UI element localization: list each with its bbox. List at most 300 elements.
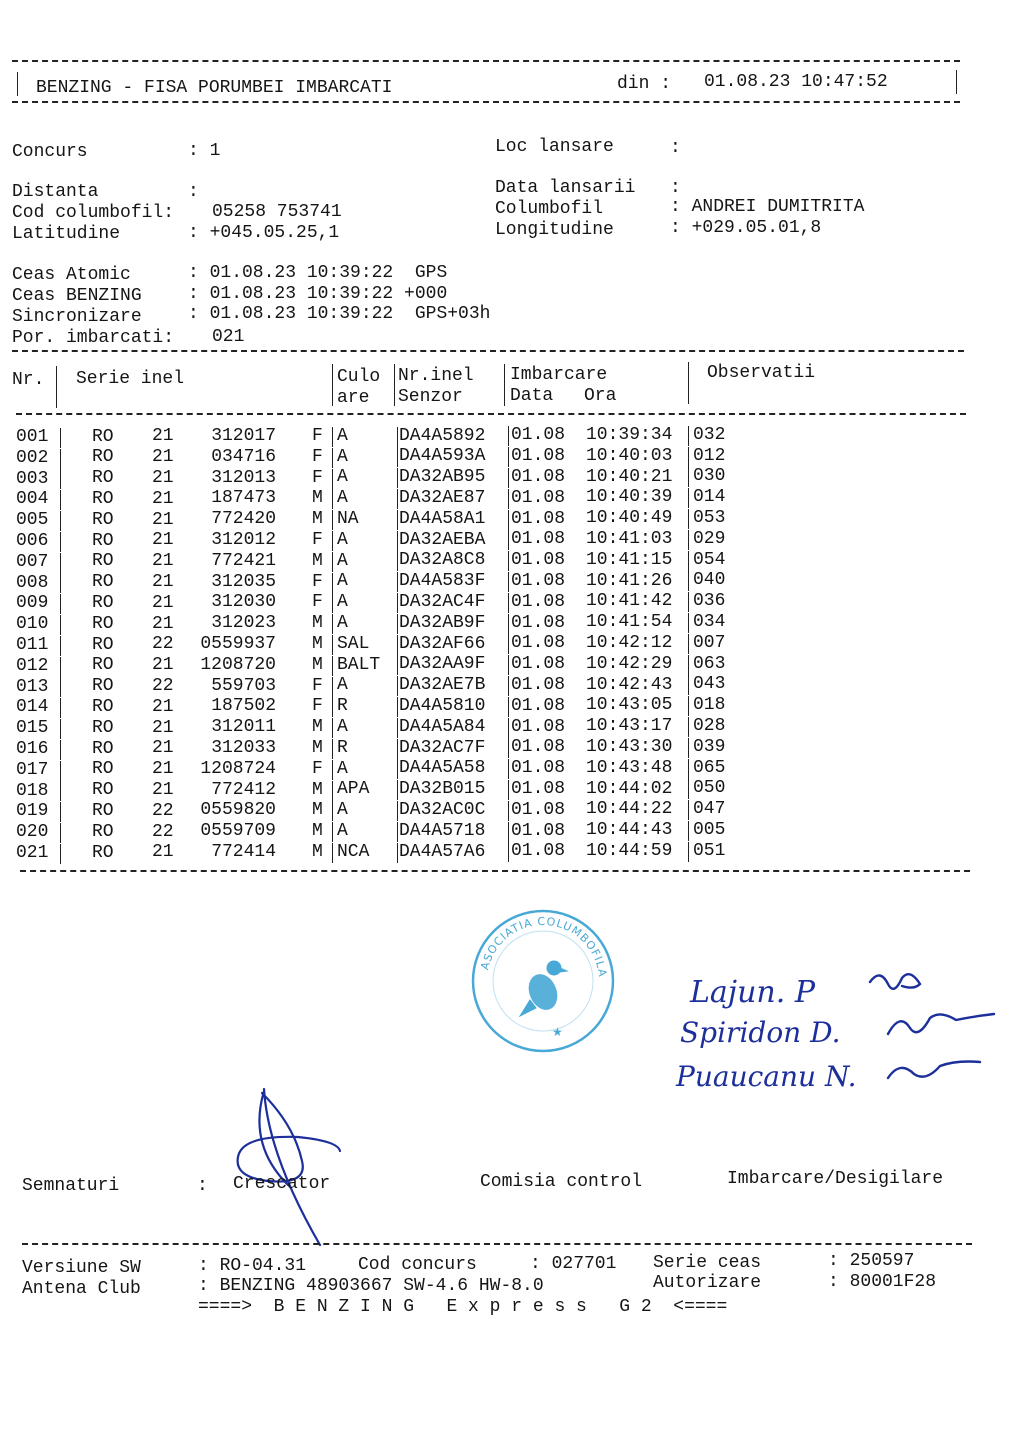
row-divider [508,447,509,467]
crescator-label: Crescator [233,1174,331,1194]
antena-club-value: : BENZING 48903667 SW-4.6 HW-8.0 [198,1276,544,1296]
row-ring: 772421 [211,550,276,571]
row-ring: 312035 [211,571,276,592]
row-country: RO [92,572,114,593]
row-ring: 312013 [211,467,276,488]
row-divider [332,718,333,738]
row-observatii: 054 [693,549,726,570]
row-divider [508,655,509,675]
row-color: A [337,467,348,488]
row-time: 10:39:34 [586,425,673,446]
row-ring: 034716 [211,446,276,467]
row-year: 21 [152,426,174,447]
table-header-rule [16,413,966,415]
row-divider [60,657,61,677]
row-divider [332,614,333,634]
row-ring: 312033 [211,738,276,759]
row-sex: M [312,821,323,842]
serie-ceas-value: : 250597 [828,1251,915,1271]
row-nr: 021 [16,842,49,863]
row-divider [397,427,398,447]
header-date-value: 01.08.23 10:47:52 [704,72,888,92]
row-divider [508,593,509,613]
row-observatii: 039 [693,736,726,757]
row-country: RO [92,530,114,551]
row-divider [332,781,333,801]
row-nr: 018 [16,780,49,801]
row-divider [60,532,61,552]
row-year: 21 [152,613,174,634]
svg-text:★: ★ [552,1025,563,1039]
row-observatii: 047 [693,799,726,820]
autorizare-value: : 80001F28 [828,1272,937,1292]
table-bottom-rule [20,870,970,872]
row-divider [332,427,333,447]
row-color: APA [337,779,370,800]
pigeon-icon [520,961,567,1016]
latitudine-value: : +045.05.25,1 [188,223,340,243]
row-sensor: DA4A57A6 [399,841,486,862]
row-divider [508,718,509,738]
row-sensor: DA4A583F [399,571,486,592]
row-nr: 020 [16,822,49,843]
row-color: A [337,800,348,821]
row-divider [508,614,509,634]
imbarcare-desigilare-label: Imbarcare/Desigilare [727,1169,944,1189]
row-divider [688,800,689,820]
row-divider [508,530,509,550]
row-divider [60,511,61,531]
row-date: 01.08 [511,633,566,654]
row-date: 01.08 [511,487,566,508]
row-nr: 016 [16,738,49,759]
col-header-serie-inel: Serie inel [76,369,185,389]
row-divider [332,573,333,593]
row-divider [688,571,689,591]
row-divider [688,779,689,799]
row-nr: 013 [16,676,49,697]
row-date: 01.08 [511,695,566,716]
row-color: A [337,675,348,696]
row-observatii: 050 [693,778,726,799]
row-divider [332,801,333,821]
row-divider [688,488,689,508]
row-observatii: 012 [693,445,726,466]
col-header-culo: Culo [337,367,381,387]
row-date: 01.08 [511,654,566,675]
serie-ceas-label: Serie ceas [653,1253,762,1273]
row-sensor: DA4A5A58 [399,758,486,779]
row-divider [60,615,61,635]
row-sex: F [312,696,323,717]
row-divider [688,592,689,612]
row-ring: 312023 [211,613,276,634]
row-divider [60,844,61,864]
row-sensor: DA4A593A [399,446,486,467]
row-sensor: DA4A58A1 [399,508,486,529]
semnaturi-colon: : [197,1176,208,1196]
row-divider [397,739,398,759]
row-divider [688,821,689,841]
longitudine-value: : +029.05.01,8 [670,218,822,238]
row-divider [60,449,61,469]
row-divider [332,656,333,676]
row-color: A [337,425,348,446]
col-header-nr: Nr. [12,370,45,390]
row-color: A [337,571,348,592]
col-header-observatii: Observatii [707,363,816,383]
row-time: 10:43:05 [586,695,673,716]
row-sex: F [312,467,323,488]
distanta-label: Distanta [12,182,99,202]
row-divider [60,677,61,697]
row-date: 01.08 [511,508,566,529]
row-ring: 0559709 [200,821,276,842]
row-time: 10:40:49 [586,508,673,529]
row-divider [688,530,689,550]
row-nr: 011 [16,634,49,655]
row-color: A [337,592,348,613]
col-divider-nr [56,366,57,408]
row-divider [397,655,398,675]
ceas-benzing-label: Ceas BENZING [12,286,142,306]
col-header-ora: Ora [584,386,617,406]
row-time: 10:41:15 [586,549,673,570]
row-divider [332,677,333,697]
row-nr: 012 [16,655,49,676]
row-time: 10:42:12 [586,633,673,654]
header-top-rule [12,60,960,62]
row-observatii: 030 [693,466,726,487]
row-country: RO [92,489,114,510]
row-divider [508,572,509,592]
row-divider [508,468,509,488]
svg-text:Spiridon D.: Spiridon D. [680,1016,841,1049]
row-divider [688,613,689,633]
row-divider [60,761,61,781]
row-color: A [337,446,348,467]
row-ring: 187473 [211,488,276,509]
row-observatii: 029 [693,528,726,549]
row-date: 01.08 [511,529,566,550]
antena-club-label: Antena Club [22,1279,141,1299]
row-year: 21 [152,488,174,509]
row-divider [688,467,689,487]
row-year: 21 [152,572,174,593]
col-header-data: Data [510,386,554,406]
row-sex: M [312,550,323,571]
row-observatii: 034 [693,611,726,632]
row-observatii: 036 [693,591,726,612]
row-divider [508,697,509,717]
row-divider [397,593,398,613]
row-ring: 0559820 [200,800,276,821]
row-divider [332,739,333,759]
row-time: 10:42:43 [586,674,673,695]
row-divider [332,822,333,842]
row-ring: 772420 [211,509,276,530]
row-year: 21 [152,655,174,676]
sincronizare-label: Sincronizare [12,307,142,327]
row-country: RO [92,468,114,489]
row-divider [397,759,398,779]
row-time: 10:41:03 [586,529,673,550]
row-divider [397,801,398,821]
col-divider-imbarcare [688,362,689,404]
row-time: 10:44:22 [586,799,673,820]
row-sex: F [312,446,323,467]
row-time: 10:40:39 [586,487,673,508]
row-divider [397,531,398,551]
crescator-signature [228,1085,348,1250]
por-imbarcati-value: 021 [212,327,245,347]
stamp-seal-icon [470,908,616,1054]
row-divider [60,553,61,573]
row-country: RO [92,593,114,614]
row-country: RO [92,551,114,572]
row-divider [688,509,689,529]
row-observatii: 018 [693,695,726,716]
row-observatii: 051 [693,840,726,861]
row-divider [397,822,398,842]
row-date: 01.08 [511,425,566,446]
versiune-sw-value: : RO-04.31 [198,1256,307,1276]
row-color: A [337,821,348,842]
row-year: 22 [152,821,174,842]
row-country: RO [92,613,114,634]
row-observatii: 007 [693,632,726,653]
row-divider [60,490,61,510]
row-divider [397,614,398,634]
columbofil-value: : ANDREI DUMITRITA [670,197,865,217]
row-divider [508,842,509,862]
data-lansarii-value: : [670,178,681,198]
document-title: BENZING - FISA PORUMBEI IMBARCATI [36,78,393,98]
row-divider [60,428,61,448]
row-divider [60,469,61,489]
row-ring: 1208724 [200,758,276,779]
row-observatii: 065 [693,757,726,778]
loc-lansare-label: Loc lansare [495,137,614,157]
row-color: NCA [337,841,370,862]
row-divider [397,718,398,738]
row-divider [688,426,689,446]
row-divider [60,698,61,718]
footer-top-rule [22,1243,972,1245]
row-year: 21 [152,530,174,551]
row-sensor: DA32AC7F [399,737,486,758]
row-divider [332,552,333,572]
row-country: RO [92,717,114,738]
row-divider [397,468,398,488]
ceas-atomic-value: : 01.08.23 10:39:22 GPS [188,263,448,283]
row-year: 21 [152,780,174,801]
row-color: A [337,488,348,509]
row-country: RO [92,759,114,780]
row-sensor: DA32AC4F [399,592,486,613]
row-ring: 772412 [211,779,276,800]
row-sex: M [312,717,323,738]
row-time: 10:44:02 [586,778,673,799]
row-year: 21 [152,551,174,572]
row-ring: 1208720 [200,654,276,675]
header-right-bar [956,70,957,94]
row-time: 10:42:29 [586,653,673,674]
row-color: R [337,696,348,717]
row-divider [60,636,61,656]
row-observatii: 040 [693,570,726,591]
row-divider [688,551,689,571]
table-top-rule [12,350,964,352]
row-year: 21 [152,738,174,759]
cod-columbofil-value: 05258 753741 [212,202,342,222]
row-divider [60,594,61,614]
row-time: 10:41:26 [586,570,673,591]
row-observatii: 014 [693,487,726,508]
row-nr: 015 [16,718,49,739]
row-divider [508,426,509,446]
row-nr: 004 [16,489,49,510]
row-time: 10:41:42 [586,591,673,612]
row-nr: 006 [16,530,49,551]
row-sex: M [312,488,323,509]
row-nr: 017 [16,759,49,780]
col-header-nr-inel: Nr.inel [398,366,474,386]
row-country: RO [92,821,114,842]
row-divider [508,510,509,530]
concurs-label: Concurs [12,142,88,162]
header-bottom-rule [12,101,960,103]
row-country: RO [92,697,114,718]
row-date: 01.08 [511,716,566,737]
row-divider [688,675,689,695]
row-color: R [337,737,348,758]
row-nr: 014 [16,697,49,718]
row-color: A [337,550,348,571]
row-sex: M [312,509,323,530]
row-divider [332,760,333,780]
row-ring: 312017 [211,426,276,447]
row-time: 10:41:54 [586,612,673,633]
row-divider [60,740,61,760]
row-ring: 772414 [211,842,276,863]
row-observatii: 005 [693,819,726,840]
club-stamp [470,908,616,1054]
row-observatii: 053 [693,507,726,528]
row-sex: M [312,841,323,862]
row-sensor: DA32AB95 [399,467,486,488]
row-divider [508,801,509,821]
row-divider [508,759,509,779]
row-country: RO [92,509,114,530]
row-sensor: DA32AE7B [399,675,486,696]
row-nr: 005 [16,510,49,531]
col-header-senzor: Senzor [398,387,463,407]
row-date: 01.08 [511,737,566,758]
row-year: 21 [152,592,174,613]
row-divider [508,551,509,571]
row-sensor: DA32A8C8 [399,550,486,571]
row-date: 01.08 [511,550,566,571]
row-sensor: DA32AB9F [399,612,486,633]
row-year: 21 [152,842,174,863]
row-ring: 559703 [211,675,276,696]
row-ring: 312011 [211,717,276,738]
row-divider [60,573,61,593]
latitudine-label: Latitudine [12,224,121,244]
sincronizare-value: : 01.08.23 10:39:22 GPS+03h [188,304,491,324]
row-divider [397,635,398,655]
col-divider-serie [332,364,333,406]
row-divider [332,489,333,509]
columbofil-label: Columbofil [495,199,604,219]
row-time: 10:40:21 [586,466,673,487]
row-divider [397,780,398,800]
por-imbarcati-label: Por. imbarcati: [12,328,175,348]
row-country: RO [92,426,114,447]
row-nr: 019 [16,801,49,822]
row-year: 21 [152,696,174,717]
row-divider [508,634,509,654]
row-country: RO [92,801,114,822]
row-divider [332,843,333,863]
autorizare-label: Autorizare [653,1273,762,1293]
row-date: 01.08 [511,758,566,779]
row-date: 01.08 [511,799,566,820]
row-year: 21 [152,468,174,489]
row-divider [397,510,398,530]
row-country: RO [92,676,114,697]
row-date: 01.08 [511,778,566,799]
row-sex: F [312,425,323,446]
longitudine-label: Longitudine [495,220,614,240]
row-color: A [337,717,348,738]
row-divider [332,697,333,717]
semnaturi-label: Semnaturi [22,1176,120,1196]
row-date: 01.08 [511,841,566,862]
row-divider [688,842,689,862]
col-divider-senzor [504,364,505,406]
row-sex: F [312,571,323,592]
header-date-label: din : [617,74,672,94]
row-sex: M [312,654,323,675]
row-year: 21 [152,509,174,530]
row-divider [60,823,61,843]
row-time: 10:40:03 [586,445,673,466]
data-lansarii-label: Data lansarii [495,178,636,198]
row-date: 01.08 [511,591,566,612]
row-divider [332,593,333,613]
row-year: 22 [152,800,174,821]
row-country: RO [92,780,114,801]
row-divider [508,780,509,800]
row-sex: M [312,800,323,821]
row-sensor: DA32AF66 [399,633,486,654]
ceas-atomic-label: Ceas Atomic [12,265,131,285]
row-divider [60,802,61,822]
row-date: 01.08 [511,674,566,695]
row-year: 21 [152,447,174,468]
row-time: 10:44:59 [586,841,673,862]
cod-concurs-label: Cod concurs [358,1255,477,1275]
row-sensor: DA32AA9F [399,654,486,675]
row-sex: F [312,675,323,696]
svg-text:ASOCIATIA COLUMBOFILA: ASOCIATIA COLUMBOFILA [478,914,609,979]
ceas-benzing-value: : 01.08.23 10:39:22 +000 [188,284,448,304]
row-nr: 003 [16,468,49,489]
row-sex: M [312,613,323,634]
distanta-value: : [188,182,199,202]
